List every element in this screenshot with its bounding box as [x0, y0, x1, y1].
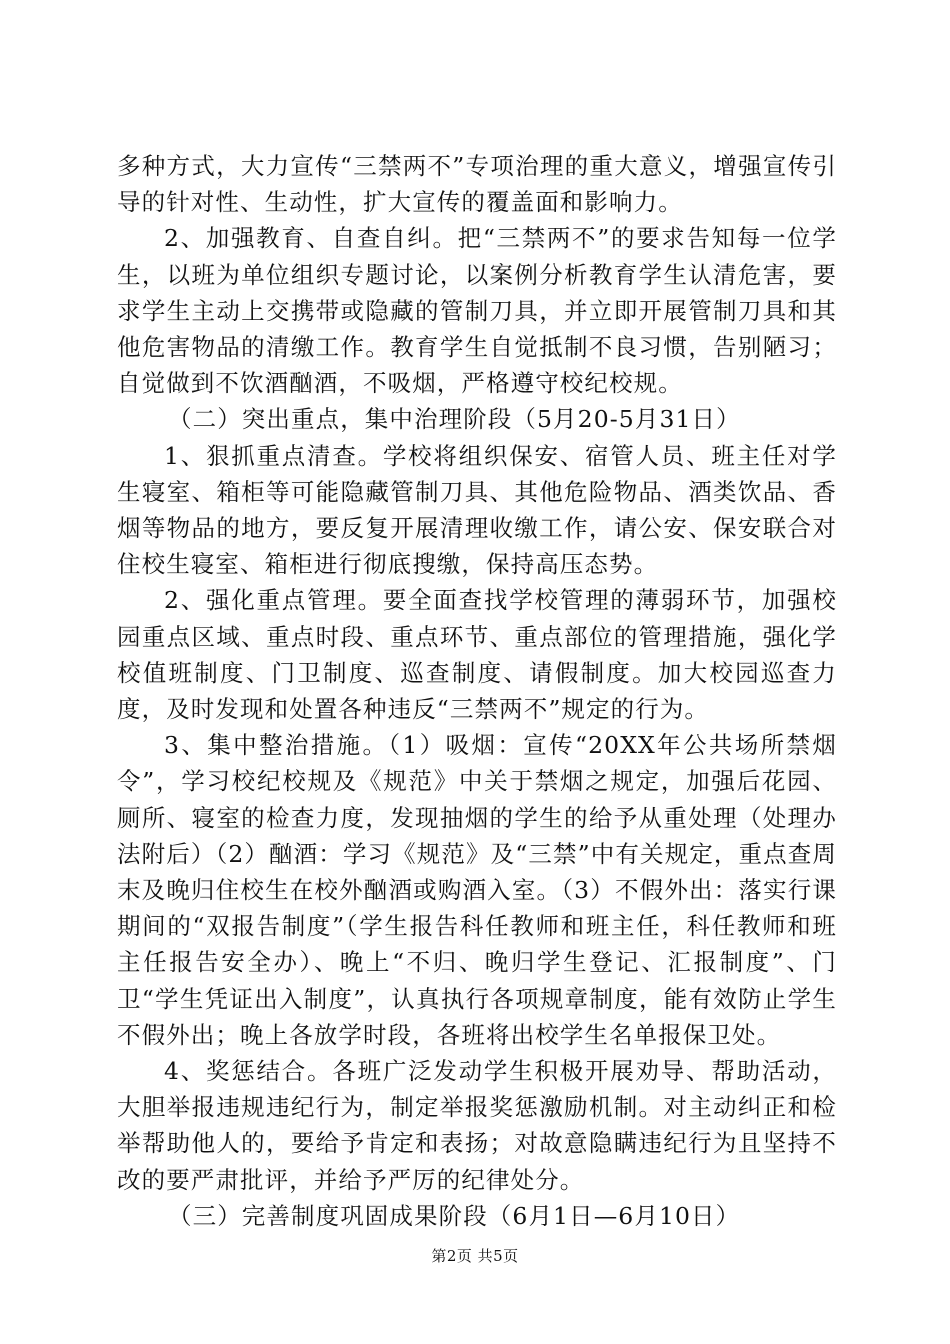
paragraph-rectification-measures: 3、集中整治措施。（1）吸烟：宣传“20XX年公共场所禁烟令”，学习校纪校规及《规范》中关于禁烟之规定，加强后花园、厕所、寝室的检查力度，发现抽烟的学生的给予从重处理（处理办法附后）（2）酗酒：学习《规范》及“三禁”中有关规定，重点查周末及晚归住校生在校外酗酒或购酒入室。（3）不假外出：落实行课期间的“双报告制度”（学生报告科任教师和班主任，科任教师和班主任报告安全办）、晚上“不归、晚归学生登记、汇报制度”、门卫“学生凭证出入制度”，认真执行各项规章制度，能有效防止学生不假外出；晚上各放学时段，各班将出校学生名单报保卫处。 — [117, 731, 837, 1049]
document-body — [117, 148, 837, 1234]
section-heading-stage-two: （二）突出重点，集中治理阶段（5月20-5月31日） — [168, 405, 741, 434]
paragraph-key-management: 2、强化重点管理。要全面查找学校管理的薄弱环节，加强校园重点区域、重点时段、重点环节、重点部位的管理措施，强化学校值班制度、门卫制度、巡查制度、请假制度。加大校园巡查力度，及时发现和处置各种违反“三禁两不”规定的行为。 — [117, 586, 837, 724]
page-number-footer: 第2页 共5页 — [431, 1247, 519, 1265]
paragraph-education-self-check: 2、加强教育、自查自纠。把“三禁两不”的要求告知每一位学生，以班为单位组织专题讨论，以案例分析教育学生认清危害，要求学生主动上交携带或隐藏的管制刀具，并立即开展管制刀具和其他危害物品的清缴工作。教育学生自觉抵制不良习惯，告别陋习；自觉做到不饮酒酗酒，不吸烟，严格遵守校纪校规。 — [117, 224, 837, 398]
paragraph-publicity-methods: 多种方式，大力宣传“三禁两不”专项治理的重大意义，增强宣传引导的针对性、生动性，扩大宣传的覆盖面和影响力。 — [117, 152, 837, 217]
section-heading-stage-three: （三）完善制度巩固成果阶段（6月1日—6月10日） — [168, 1201, 741, 1230]
paragraph-rewards-punishments: 4、奖惩结合。各班广泛发动学生积极开展劝导、帮助活动，大胆举报违规违纪行为，制定举报奖惩激励机制。对主动纠正和检举帮助他人的，要给予肯定和表扬；对故意隐瞒违纪行为且坚持不改的要严肃批评，并给予严厉的纪律处分。 — [117, 1057, 837, 1194]
paragraph-key-inspection: 1、狠抓重点清查。学校将组织保安、宿管人员、班主任对学生寝室、箱柜等可能隐藏管制刀具、其他危险物品、酒类饮品、香烟等物品的地方，要反复开展清理收缴工作，请公安、保安联合对住校生寝室、箱柜进行彻底搜缴，保持高压态势。 — [117, 441, 837, 579]
